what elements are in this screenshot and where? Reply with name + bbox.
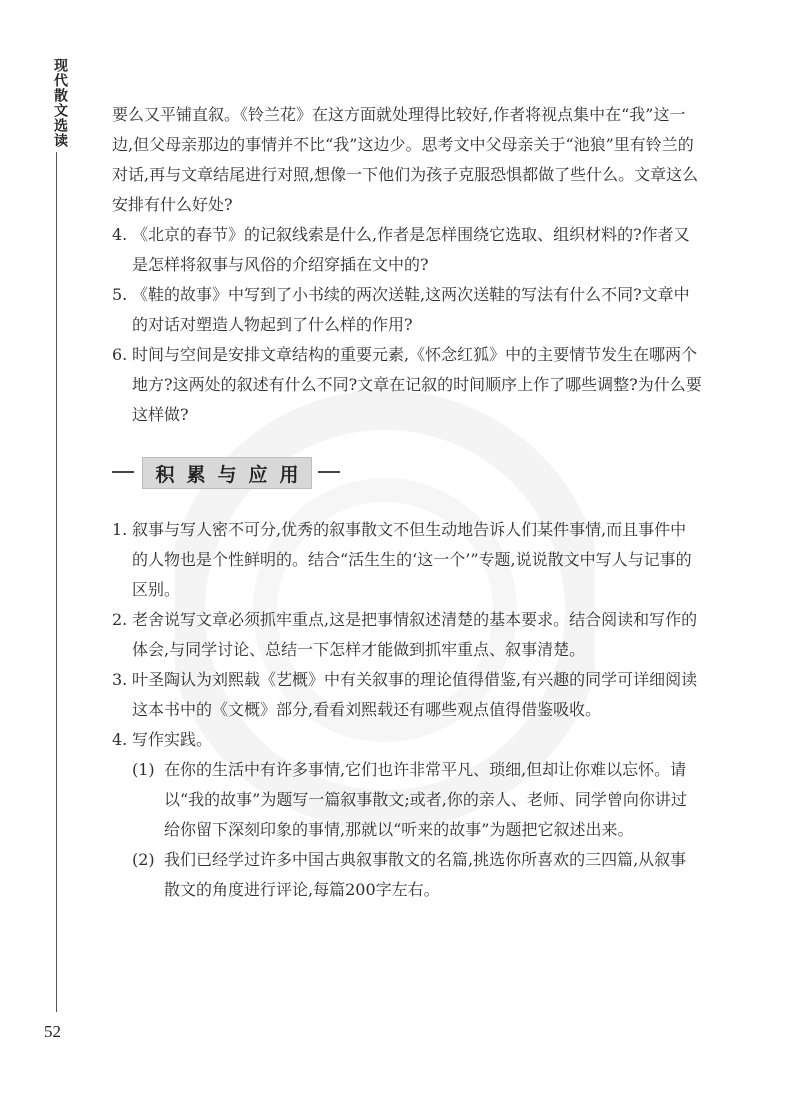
- application-number: 2.: [112, 610, 128, 629]
- application-text: 叶圣陶认为刘熙载《艺概》中有关叙事的理论值得借鉴,有兴趣的同学可详细阅读这本书中的《文概》部分,看看刘熙载还有哪些观点值得借鉴吸收。: [132, 670, 698, 719]
- question-text: 《鞋的故事》中写到了小书续的两次送鞋,这两次送鞋的写法有什么不同?文章中的对话对塑造人物起到了什么样的作用?: [132, 285, 690, 334]
- application-item: [112, 515, 702, 605]
- practice-item: [112, 845, 702, 905]
- question-item: [112, 340, 702, 430]
- practice-text: 在你的生活中有许多事情,它们也许非常平凡、琐细,但却让你难以忘怀。请以“我的故事”为题写一篇叙事散文;或者,你的亲人、老师、同学曾向你讲过给你留下深刻印象的事情,那就以“听来的故事”为题把它叙述出来。: [164, 760, 687, 839]
- practice-item: [112, 755, 702, 845]
- questions-block: [112, 100, 702, 430]
- section-title-box: [142, 457, 312, 489]
- question-number: 6.: [112, 345, 128, 364]
- application-text: 写作实践。: [132, 730, 213, 749]
- application-item: [112, 605, 702, 665]
- application-item: [112, 665, 702, 725]
- application-number: 3.: [112, 670, 128, 689]
- practice-text: 我们已经学过许多中国古典叙事散文的名篇,挑选你所喜欢的三四篇,从叙事散文的角度进行评论,每篇200字左右。: [164, 850, 687, 899]
- continuation-paragraph: 要么又平铺直叙。《铃兰花》在这方面就处理得比较好,作者将视点集中在“我”这一边,但父母亲那边的事情并不比“我”这边少。思考文中父母亲关于“池狼”里有铃兰的对话,再与文章结尾进行对照,想像一下他们为孩子克服恐惧都做了些什么。文章这么安排有什么好处?: [112, 105, 699, 214]
- book-title-vertical: 现代散文选读: [52, 58, 68, 148]
- question-text: 时间与空间是安排文章结构的重要元素,《怀念红狐》中的主要情节发生在哪两个地方?这两处的叙述有什么不同?文章在记叙的时间顺序上作了哪些调整?为什么要这样做?: [132, 345, 702, 424]
- header-dash-right: [318, 471, 340, 473]
- application-text: 老舍说写文章必须抓牢重点,这是把事情叙述清楚的基本要求。结合阅读和写作的体会,与同学讨论、总结一下怎样才能做到抓牢重点、叙事清楚。: [132, 610, 698, 659]
- practice-number: (2): [132, 850, 155, 869]
- header-dash-left: [112, 471, 134, 473]
- application-item: [112, 725, 702, 755]
- page-number: 52: [44, 1022, 61, 1041]
- question-text: 《北京的春节》的记叙线索是什么,作者是怎样围绕它选取、组织材料的?作者又是怎样将叙事与风俗的介绍穿插在文中的?: [132, 225, 690, 274]
- question-number: 5.: [112, 285, 128, 304]
- practice-number: (1): [132, 760, 155, 779]
- applications-block: [112, 515, 702, 905]
- section-title: 积累与应用: [155, 463, 311, 486]
- side-rule: [56, 152, 57, 1012]
- application-text: 叙事与写人密不可分,优秀的叙事散文不但生动地告诉人们某件事情,而且事件中的人物也是个性鲜明的。结合“活生生的‘这一个’”专题,说说散文中写人与记事的区别。: [132, 520, 692, 599]
- application-number: 1.: [112, 520, 128, 539]
- question-item: [112, 280, 702, 340]
- question-item: [112, 220, 702, 280]
- question-number: 4.: [112, 225, 128, 244]
- application-number: 4.: [112, 730, 128, 749]
- section-header: [112, 455, 342, 489]
